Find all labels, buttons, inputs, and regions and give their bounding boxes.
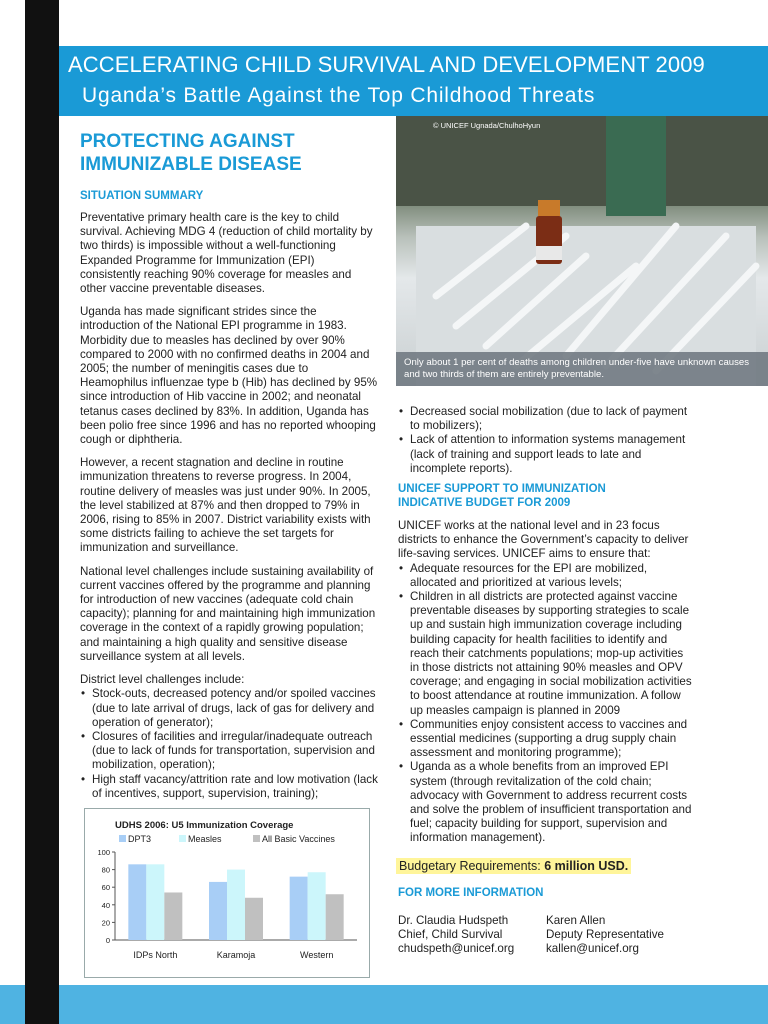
coverage-chart-svg <box>85 809 369 977</box>
support-paragraph: UNICEF works at the national level and in 23 focus districts to enhance the Government’s capacity to deliver life-saving services. UNICEF aims to ensure that: <box>398 519 689 561</box>
chart-bar <box>227 870 245 940</box>
chart-bar <box>326 894 344 940</box>
chart-bar <box>245 898 263 940</box>
photo-caption: Only about 1 per cent of deaths among children under-five have unknown causes and two thirds of them are entirely preventable. <box>396 352 768 386</box>
chart-bar <box>308 872 326 940</box>
section-title-line-1: PROTECTING AGAINST <box>80 131 295 152</box>
list-item: • Adequate resources for the EPI are mobilized, allocated and prioritized at various levels; <box>410 562 694 590</box>
contact-card-1 <box>398 914 546 957</box>
unicef-support-heading-line-2: INDICATIVE BUDGET FOR 2009 <box>398 497 571 510</box>
chart-bar <box>146 864 164 940</box>
footer-band <box>0 985 768 1024</box>
section-title-line-2: IMMUNIZABLE DISEASE <box>80 154 302 175</box>
syringes-illustration <box>396 116 768 386</box>
chart-bar <box>128 864 146 940</box>
y-tick-label: 100 <box>97 848 110 857</box>
chart-bar <box>290 877 308 940</box>
unicef-support-heading <box>398 482 694 510</box>
district-challenges-list-continued <box>398 405 694 476</box>
contact-title: Deputy Representative <box>546 928 664 942</box>
y-tick-label: 0 <box>105 936 110 945</box>
contact-email[interactable]: kallen@unicef.org <box>546 942 639 956</box>
section-title <box>80 130 378 176</box>
y-tick-label: 20 <box>101 918 110 928</box>
paragraph-2: Uganda has made significant strides since the introduction of the National EPI programme in 1983. Morbidity due to measles has declined by over 90% compared to 2000 with no confirmed deaths in 2004 and 2005; the number of meningitis cases due to Heamophilus influenzae type b (Hib) has declined by 95% since introduction of Hib vaccine in 2002; and neonatal tetanus cases declined by 83%. In addition, Uganda has been polio free since 1996 and has no reported whooping cough or diphtheria. <box>80 305 378 447</box>
contact-email[interactable]: chudspeth@unicef.org <box>398 942 515 956</box>
chart-bar <box>209 882 227 940</box>
chart-bar <box>164 892 182 940</box>
contacts <box>398 914 694 957</box>
legend-swatch <box>253 835 260 842</box>
district-challenges-list <box>80 687 378 801</box>
vaccine-photo <box>396 116 768 386</box>
budget-value: 6 million USD. <box>544 858 629 873</box>
chart-title: UDHS 2006: U5 Immunization Coverage <box>115 820 294 831</box>
unicef-support-heading-line-1: UNICEF SUPPORT TO IMMUNIZATION <box>398 483 606 496</box>
legend-label: Measles <box>188 834 222 844</box>
header-title: ACCELERATING CHILD SURVIVAL AND DEVELOPMENT 2009 <box>68 52 705 77</box>
x-tick-label: IDPs North <box>133 950 178 960</box>
list-item: • Children in all districts are protected against vaccine preventable diseases by supporting strategies to scale up and sustain high immunization coverage including building capacity for health facilities to identify and reach their catchments populations; mop-up activities in those districts not attaining 90% measles and OPV coverage; and engaging in social mobilization activities to boost attendance at routine immunization. A follow up measles campaign is planned in 2009 <box>410 590 694 718</box>
contact-card-2 <box>546 914 694 957</box>
more-info-heading: FOR MORE INFORMATION <box>398 886 544 899</box>
header-subtitle: Uganda’s Battle Against the Top Childhood Threats <box>82 84 596 107</box>
contact-title: Chief, Child Survival <box>398 928 503 942</box>
legend-swatch <box>179 835 186 842</box>
contact-name: Dr. Claudia Hudspeth <box>398 913 509 927</box>
coverage-chart <box>84 808 370 978</box>
left-black-bar <box>25 0 59 1024</box>
paragraph-1: Preventative primary health care is the key to child survival. Achieving MDG 4 (reduction of child mortality by two thirds) is impossible without a well-functioning Expanded Programme for Immunization (EPI) consistently reaching 90% coverage for measles and other vaccine preventable diseases. <box>80 211 373 296</box>
legend-swatch <box>119 835 126 842</box>
paragraph-4: National level challenges include sustaining availability of current vaccines offered by the programme and planning for introduction of new vaccines (adequate cold chain capacity); planning for and maintaining high immunization coverage in the context of a rapidly growing population; and maintaining a high quality and sensitive disease surveillance system at all levels. <box>80 564 376 663</box>
list-item: • Communities enjoy consistent access to vaccines and essential medicines (supporting a drug supply chain assessment and monitoring programme); <box>410 718 694 761</box>
footer-black-bar <box>25 985 59 1024</box>
budget-requirements <box>396 858 631 874</box>
paragraph-5: District level challenges include: <box>80 673 245 687</box>
legend-label: DPT3 <box>128 834 152 844</box>
list-item: • Closures of facilities and irregular/inadequate outreach (due to lack of funds for transportation, supervision and mobilization, operation); <box>92 730 378 773</box>
y-tick-label: 80 <box>101 865 110 875</box>
right-column <box>398 405 694 957</box>
budget-label: Budgetary Requirements: <box>399 858 545 873</box>
situation-summary-heading: SITUATION SUMMARY <box>80 190 204 202</box>
left-column <box>80 130 378 807</box>
y-tick-label: 40 <box>101 900 110 910</box>
paragraph-3: However, a recent stagnation and decline in routine immunization threatens to reverse progress. In 2004, routine delivery of measles was just under 90%. In 2005, the level stabilized at 87% and then dropped to 79% in 2006, rising to 85% in 2007. District variability exists with some districts failing to achieve the set targets for immunization and surveillance. <box>80 456 371 555</box>
photo-credit: © UNICEF Ugnada/ChulhoHyun <box>433 121 541 130</box>
x-tick-label: Western <box>299 950 334 960</box>
list-item: • Decreased social mobilization (due to lack of payment to mobilizers); <box>410 405 694 433</box>
contact-name: Karen Allen <box>546 913 606 927</box>
legend-label: All Basic Vaccines <box>262 834 335 844</box>
y-tick-label: 60 <box>101 883 110 893</box>
list-item: • Stock-outs, decreased potency and/or spoiled vaccines (due to late arrival of drugs, lack of gas for delivery and operation of generator); <box>92 687 378 730</box>
support-list <box>398 562 694 846</box>
list-item: • Uganda as a whole benefits from an improved EPI system (through revitalization of the cold chain; advocacy with Government to address recurrent costs and solve the problem of insufficient transportation and fuel; capacity building for support, supervision and information management). <box>410 760 694 845</box>
x-tick-label: Karamoja <box>216 950 256 960</box>
list-item: • High staff vacancy/attrition rate and low motivation (lack of incentives, support, supervision, training); <box>92 773 378 801</box>
list-item: • Lack of attention to information systems management (lack of training and support leads to late and incomplete reports). <box>410 433 694 476</box>
